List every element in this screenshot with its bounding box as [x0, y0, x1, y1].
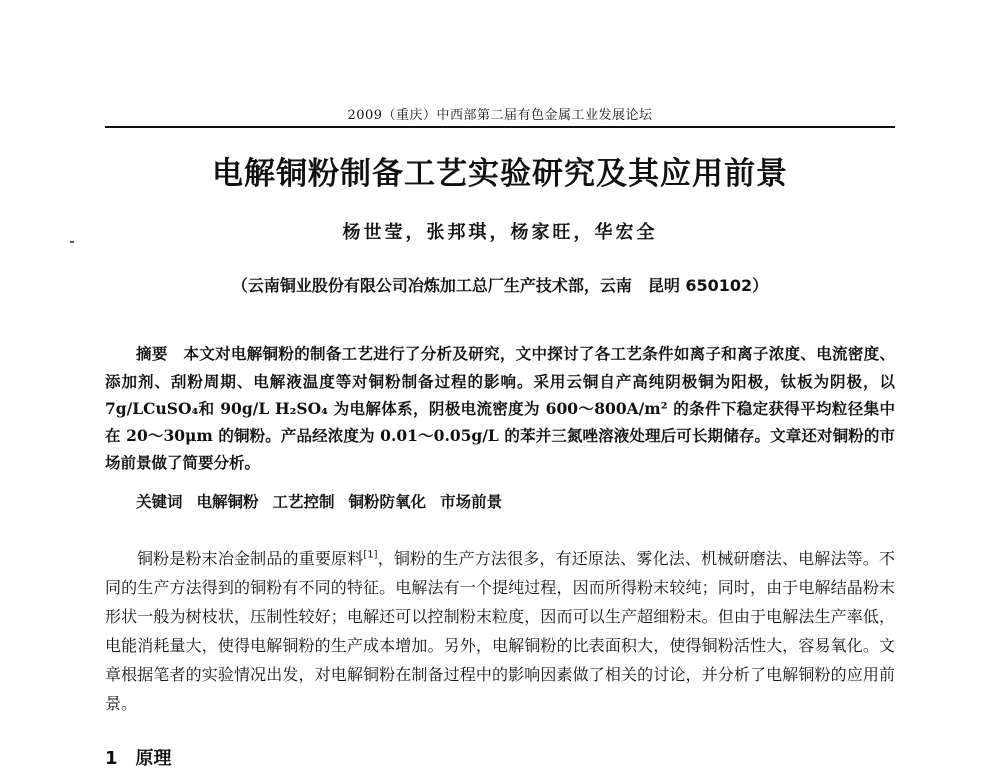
- keywords: [105, 488, 895, 516]
- affiliation: （云南铜业股份有限公司冶炼加工总厂生产技术部，云南 昆明 650102）: [231, 276, 769, 295]
- paper-title: 电解铜粉制备工艺实验研究及其应用前景: [212, 156, 788, 192]
- intro-text-rest: ，铜粉的生产方法很多，有还原法、雾化法、机械研磨法、电解法等。不同的生产方法得到的铜粉有不同的特征。电解法有一个提纯过程，因而所得粉末较纯；同时，由于电解结晶粉末形状一般为树枝状，压制性较好；电解还可以控制粉末粒度，因而可以生产超细粉末。但由于电解法生产率低，电能消耗量大，使得电解铜粉的生产成本增加。另外，电解铜粉的比表面积大，使得铜粉活性大，容易氧化。文章根据笔者的实验情况出发，对电解铜粉在制备过程中的影响因素做了相关的讨论，并分析了电解铜粉的应用前景。: [105, 549, 895, 713]
- intro-paragraph: [105, 544, 895, 718]
- section-title: 原理: [135, 748, 172, 769]
- scan-mark: [70, 241, 74, 243]
- section-number: 1: [105, 748, 118, 769]
- section-heading: [105, 744, 172, 770]
- abstract-label: 摘要: [136, 345, 168, 363]
- keyword: 市场前景: [440, 492, 503, 511]
- running-head: 2009（重庆）中西部第二届有色金属工业发展论坛: [347, 108, 653, 123]
- abstract-text: 本文对电解铜粉的制备工艺进行了分析及研究，文中探讨了各工艺条件如离子和离子浓度、电流密度、添加剂、刮粉周期、电解液温度等对铜粉制备过程的影响。采用云铜自产高纯阴极铜为阳极，钛板为阴极，以 7g/LCuSO₄和 90g/L H₂SO₄ 为电解体系，阴极电流密度为 600～800A/m² 的条件下稳定获得平均粒径集中在 20～30μm 的铜粉。产品经浓度为 0.01～0.05g/L 的苯并三氮唑溶液处理后可长期储存。文章还对铜粉的市场前景做了简要分析。: [105, 344, 895, 472]
- citation-ref: [1]: [363, 549, 378, 561]
- keywords-label: 关键词: [136, 493, 183, 511]
- keyword: 电解铜粉: [196, 492, 259, 511]
- header-rule: [105, 126, 895, 128]
- keyword: 工艺控制: [272, 492, 335, 511]
- author-list: 杨世莹，张邦琪，杨家旺，华宏全: [342, 222, 658, 243]
- abstract: [105, 340, 895, 476]
- intro-text-start: 铜粉是粉末冶金制品的重要原料: [137, 549, 364, 568]
- keyword: 铜粉防氧化: [348, 492, 427, 511]
